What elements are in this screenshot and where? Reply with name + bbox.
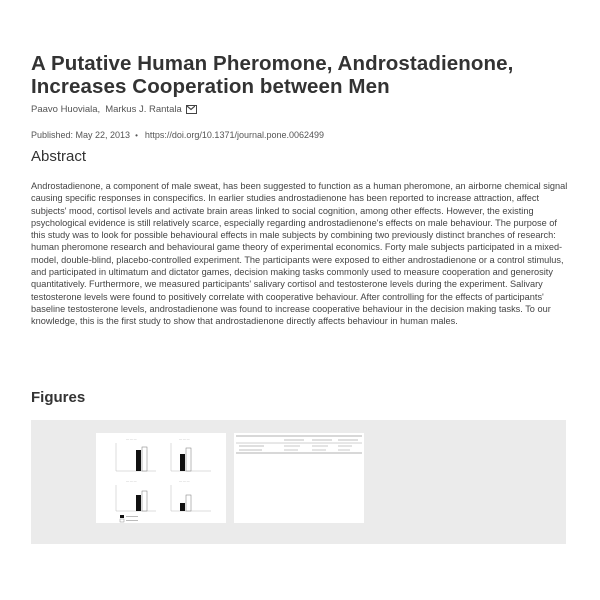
figures-heading: Figures: [31, 389, 86, 406]
svg-text:— — —: — — —: [179, 437, 190, 441]
article-title: A Putative Human Pheromone, Androstadienone, Increases Cooperation between Men: [31, 52, 514, 98]
published-date: Published: May 22, 2013: [31, 130, 131, 140]
author-name[interactable]: Markus J. Rantala: [105, 104, 182, 115]
doi-link[interactable]: https://doi.org/10.1371/journal.pone.0062499: [144, 130, 325, 140]
figure-1-thumbnail[interactable]: [96, 433, 226, 523]
mail-icon[interactable]: [186, 105, 197, 114]
table-1-thumbnail[interactable]: [234, 433, 364, 523]
figures-carousel: [31, 420, 566, 544]
svg-text:— — —: — — —: [179, 479, 190, 483]
abstract-heading: Abstract: [31, 148, 87, 165]
author-name[interactable]: Paavo Huoviala,: [31, 104, 101, 115]
bullet-separator: •: [135, 130, 138, 140]
publication-meta: [31, 130, 324, 140]
svg-text:— — —: — — —: [126, 437, 137, 441]
abstract-text: Androstadienone, a component of male sweat, has been suggested to function as a human pheromone, an airborne chemical signal causing specific responses in conspecifics. In earlier studies androstadienone has been reported to increase attraction, affect subjects' mood, cortisol levels and activate brain areas linked to social cognition, among other effects. However, the existing psychological evidence is still relatively scarce, especially regarding androstadienone's effects on male behaviour. The purpose of this study was to look for possible behavioural effects in male subjects by combining two previously distinct branches of research: human pheromone research and behavioural game theory of experimental economics. Forty male subjects participated in a mixed-model, double-blind, placebo-controlled experiment. The participants were exposed to either androstadienone or a control stimulus, and participated in ultimatum and dictator games, decision making tasks commonly used to measure cooperation and generosity quantitatively. Furthermore, we measured participants' salivary cortisol and testosterone levels during the experiment. Salivary testosterone levels were found to positively correlate with cooperative behaviour. After controlling for the effects of participants' baseline testosterone levels, androstadienone was found to increase cooperative behaviour in the decision making tasks. To our knowledge, this is the first study to show that androstadienone directly affects behaviour in human males.: [31, 181, 568, 327]
svg-text:— — —: — — —: [126, 479, 137, 483]
author-list: [31, 104, 197, 115]
